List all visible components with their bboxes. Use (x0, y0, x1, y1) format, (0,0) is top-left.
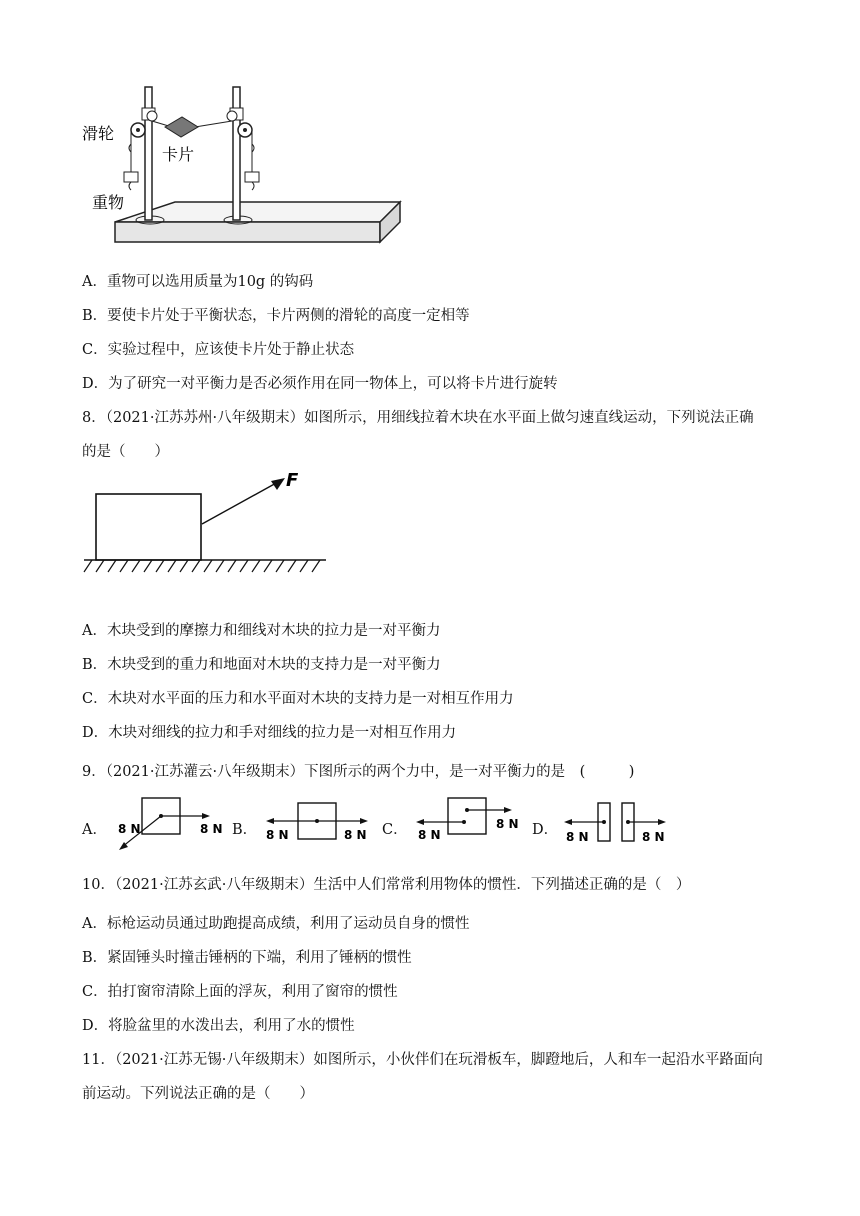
q8-stem-line-1: 8．（2021·江苏苏州·八年级期末）如图所示，用细线拉着木块在水平面上做匀速直线运动，下列说法正确 (82, 410, 754, 426)
force-label: 8 N (344, 828, 367, 842)
force-label: 8 N (642, 830, 665, 844)
force-f-label: F (286, 470, 299, 491)
q8-option-a: A．木块受到的摩擦力和细线对木块的拉力是一对平衡力 (82, 623, 441, 639)
q8-option-d: D．木块对细线的拉力和手对细线的拉力是一对相互作用力 (82, 725, 457, 741)
card-label: 卡片 (162, 145, 195, 164)
block-pulled-figure (80, 468, 340, 583)
q9-option-b-letter: B． (232, 822, 258, 838)
q10-option-c: C．拍打窗帘清除上面的浮灰，利用了窗帘的惯性 (82, 984, 398, 1000)
q11-stem-line-1: 11．（2021·江苏无锡·八年级期末）如图所示，小伙伴们在玩滑板车，脚蹬地后，人和车一起沿水平路面向 (82, 1052, 763, 1068)
force-label: 8 N (496, 817, 519, 831)
q7-option-c: C．实验过程中，应该使卡片处于静止状态 (82, 342, 355, 358)
q9-option-a-letter: A． (82, 822, 107, 838)
q7-option-d: D．为了研究一对平衡力是否必须作用在同一物体上，可以将卡片进行旋转 (82, 376, 558, 392)
q11-stem-line-2: 前运动。下列说法正确的是（ ） (82, 1086, 314, 1102)
q9-option-d-letter: D． (532, 822, 559, 838)
force-label: 8 N (200, 822, 223, 836)
q9-option-d-diagram (560, 795, 680, 855)
q9-option-a-diagram (110, 795, 230, 855)
force-label: 8 N (266, 828, 289, 842)
pulley-label: 滑轮 (82, 124, 115, 143)
force-label: 8 N (418, 828, 441, 842)
q7-option-b: B．要使卡片处于平衡状态，卡片两侧的滑轮的高度一定相等 (82, 308, 470, 324)
q8-option-b: B．木块受到的重力和地面对木块的支持力是一对平衡力 (82, 657, 441, 673)
q9-option-c-letter: C． (382, 822, 408, 838)
weight-label: 重物 (92, 193, 125, 212)
q10-option-b: B．紧固锤头时撞击锤柄的下端，利用了锤柄的惯性 (82, 950, 412, 966)
q8-stem-line-2: 的是（ ） (82, 444, 169, 460)
force-label: 8 N (118, 822, 141, 836)
q10-option-a: A．标枪运动员通过助跑提高成绩，利用了运动员自身的惯性 (82, 916, 470, 932)
force-label: 8 N (566, 830, 589, 844)
q10-option-d: D．将脸盆里的水泼出去，利用了水的惯性 (82, 1018, 355, 1034)
q8-option-c: C．木块对水平面的压力和水平面对木块的支持力是一对相互作用力 (82, 691, 514, 707)
q9-option-b-diagram (258, 795, 378, 855)
q9-option-c-diagram (408, 795, 528, 855)
pulley-apparatus-figure (80, 82, 420, 257)
q10-stem: 10．（2021·江苏玄武·八年级期末）生活中人们常常利用物体的惯性．下列描述正确的是（ ） (82, 877, 691, 893)
q9-stem: 9．（2021·江苏灌云·八年级期末）下图所示的两个力中，是一对平衡力的是 ( ) (82, 764, 635, 780)
q7-option-a: A．重物可以选用质量为10g 的钩码 (82, 274, 314, 290)
